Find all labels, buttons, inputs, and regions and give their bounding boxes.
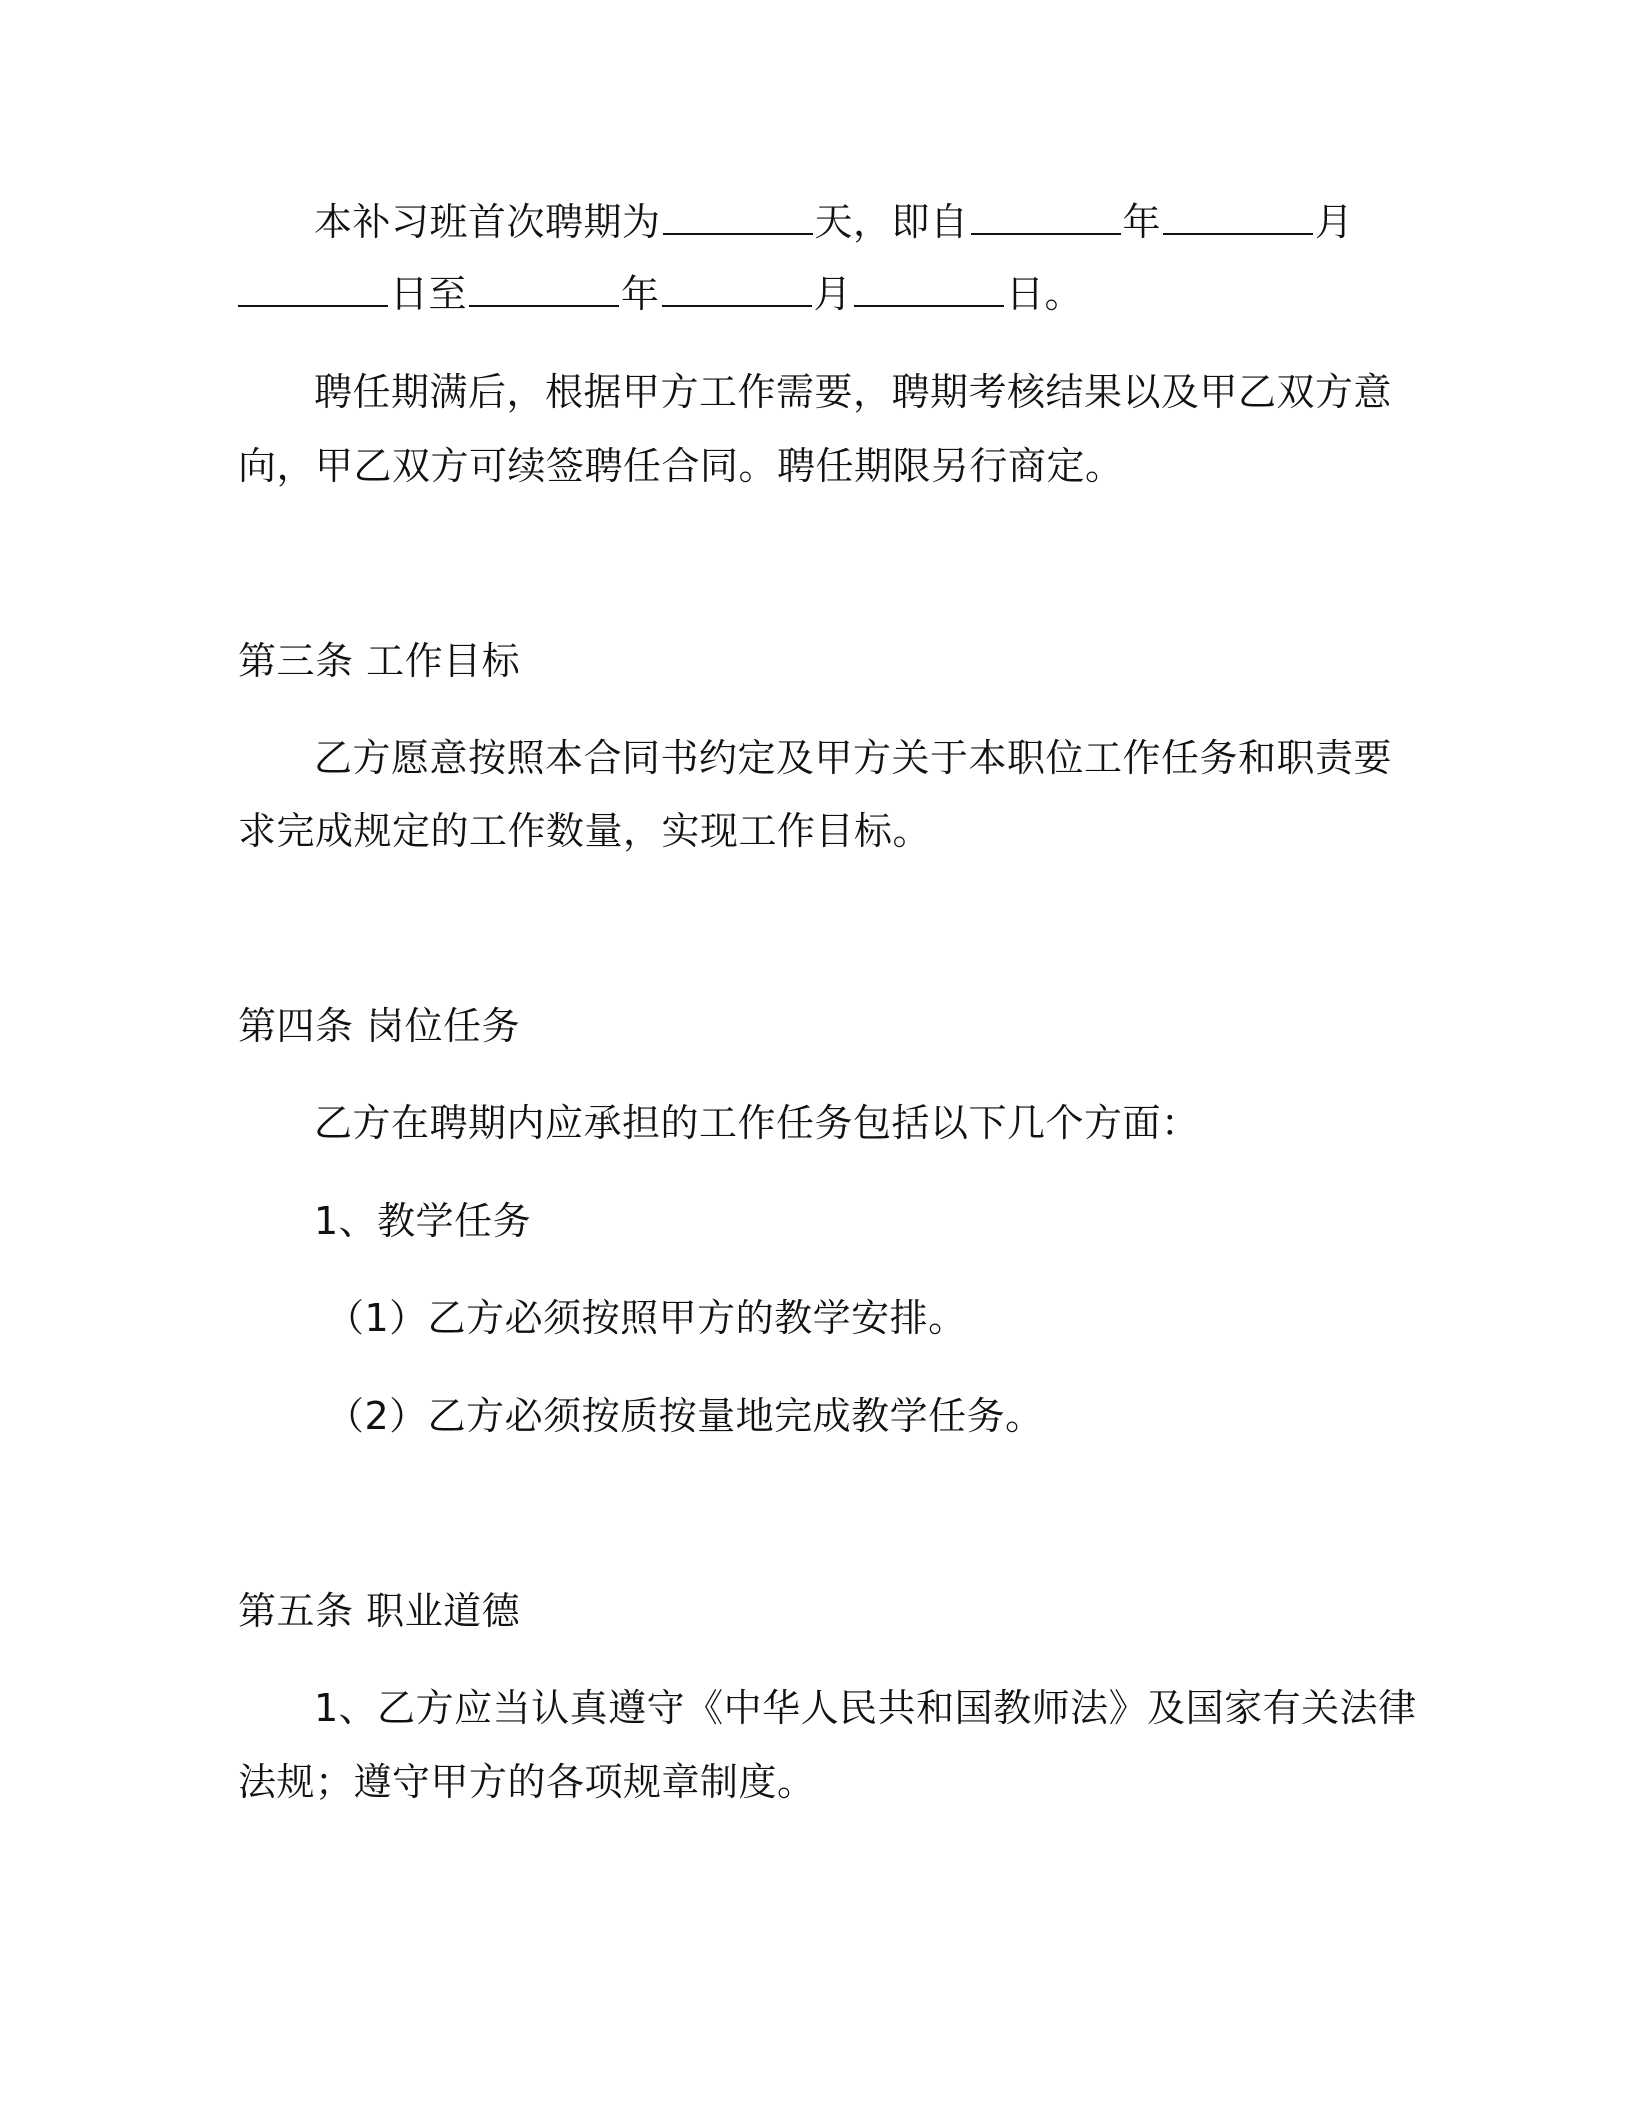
term-text-c: 年: [1122, 200, 1162, 244]
article5-line-1: 1、乙方应当认真遵守《中华人民共和国教师法》及国家有关法律: [314, 1686, 1417, 1730]
article4-sub-2: （2）乙方必须按质按量地完成教学任务。: [326, 1394, 1044, 1438]
blank-days: [663, 197, 813, 235]
blank-end-month: [662, 269, 812, 307]
article4-sub-1: （1）乙方必须按照甲方的教学安排。: [326, 1296, 967, 1340]
article3-line-1: 乙方愿意按照本合同书约定及甲方关于本职位工作任务和职责要: [314, 736, 1393, 780]
term-text-f: 年: [621, 272, 660, 316]
blank-start-day: [238, 269, 388, 307]
term-text-g: 月: [813, 272, 853, 316]
term-line-1: [314, 197, 1354, 247]
blank-start-year: [971, 197, 1121, 235]
article5-heading: 第五条 职业道德: [238, 1589, 521, 1633]
article4-heading: 第四条 岗位任务: [238, 1004, 521, 1048]
term-text-h: 日。: [1006, 272, 1084, 316]
renewal-line-1: 聘任期满后，根据甲方工作需要，聘期考核结果以及甲乙双方意: [314, 370, 1393, 414]
term-line-2: [238, 269, 1083, 319]
term-text-e: 日至: [390, 272, 468, 316]
term-text-a: 本补习班首次聘期为: [314, 200, 661, 244]
blank-end-year: [469, 269, 619, 307]
term-text-d: 月: [1315, 200, 1354, 244]
article3-heading: 第三条 工作目标: [238, 639, 521, 683]
renewal-line-2: 向，甲乙双方可续签聘任合同。聘任期限另行商定。: [238, 444, 1124, 488]
article5-line-2: 法规；遵守甲方的各项规章制度。: [238, 1760, 816, 1804]
blank-end-day: [854, 269, 1004, 307]
blank-start-month: [1163, 197, 1313, 235]
term-text-b: 天，即自: [814, 200, 969, 244]
article3-line-2: 求完成规定的工作数量，实现工作目标。: [238, 809, 932, 853]
article4-item-1: 1、教学任务: [314, 1199, 532, 1243]
article4-intro: 乙方在聘期内应承担的工作任务包括以下几个方面：: [314, 1101, 1200, 1145]
